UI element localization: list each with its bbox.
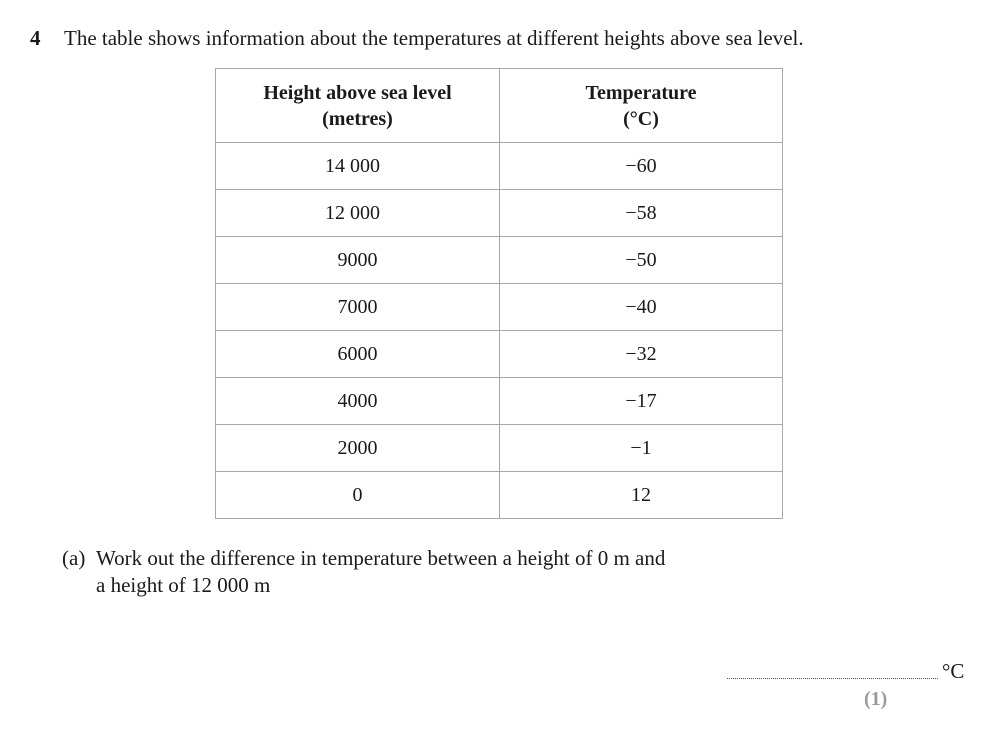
temperature-cell: −1 (500, 425, 783, 472)
height-cell: 0 (216, 472, 500, 519)
temperature-cell: −32 (500, 331, 783, 378)
question-stem: The table shows information about the temperatures at different heights above sea level. (64, 26, 804, 50)
table-row (216, 472, 783, 519)
temperature-cell: −17 (500, 378, 783, 425)
table-row (216, 190, 783, 237)
temperature-table (215, 68, 783, 519)
header-temperature-line1: Temperature (585, 81, 697, 104)
part-a-question (62, 545, 665, 599)
table-row (216, 331, 783, 378)
marks-label: (1) (864, 688, 888, 710)
question-number: 4 (30, 26, 41, 50)
table-row (216, 378, 783, 425)
table-header-row (216, 69, 783, 143)
header-temperature-line2: (°C) (623, 107, 659, 130)
height-cell: 7000 (216, 284, 500, 331)
header-height-line2: (metres) (322, 107, 393, 130)
answer-line[interactable] (727, 678, 938, 679)
answer-unit: °C (942, 659, 965, 683)
part-a-line1-row (62, 545, 665, 572)
temperature-cell: −50 (500, 237, 783, 284)
height-cell: 4000 (216, 378, 500, 425)
height-cell: 14 000 (216, 143, 500, 190)
temperature-cell: −60 (500, 143, 783, 190)
height-cell: 2000 (216, 425, 500, 472)
temperature-cell: 12 (500, 472, 783, 519)
table-row (216, 143, 783, 190)
header-temperature (500, 69, 783, 143)
table-row (216, 237, 783, 284)
header-height (216, 69, 500, 143)
height-cell: 6000 (216, 331, 500, 378)
temperature-cell: −58 (500, 190, 783, 237)
table-row (216, 284, 783, 331)
part-a-line2: a height of 12 000 m (96, 573, 271, 597)
table-row (216, 425, 783, 472)
height-cell: 12 000 (216, 190, 500, 237)
part-a-label: (a) (62, 546, 86, 570)
height-cell: 9000 (216, 237, 500, 284)
temperature-cell: −40 (500, 284, 783, 331)
part-a-line1: Work out the difference in temperature between a height of 0 m and (96, 546, 666, 570)
header-height-line1: Height above sea level (263, 81, 452, 104)
